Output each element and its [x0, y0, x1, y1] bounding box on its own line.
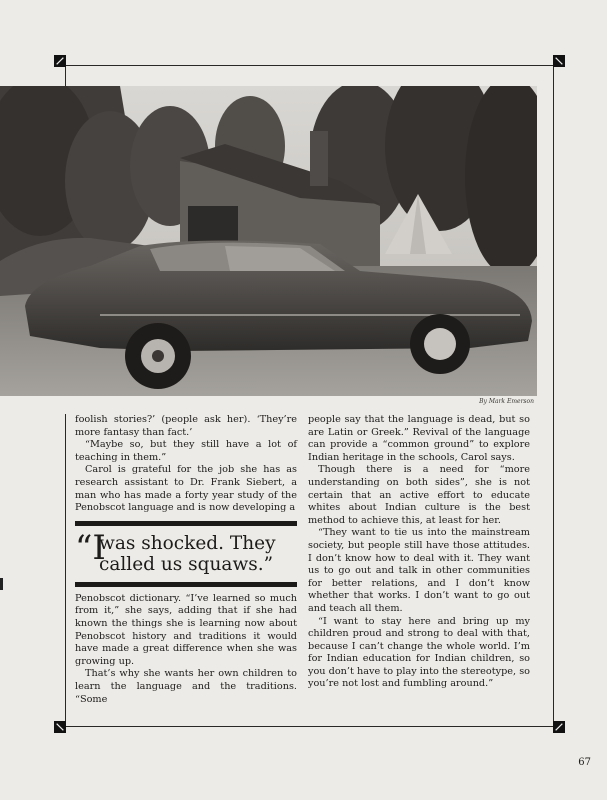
paragraph: people say that the language is dead, but so are Latin or Greek.” Revival of the language can provide a “common ground” to explore Indian heritage in the schools, Carol says. [308, 414, 530, 463]
frame-left-line-lower [65, 414, 66, 726]
pull-quote [75, 521, 297, 587]
pull-quote-line-1: was shocked. They [99, 532, 276, 554]
corner-ornament-icon [553, 55, 565, 67]
corner-ornament-icon [54, 55, 66, 67]
frame-bottom-line [63, 726, 556, 727]
binding-mark [0, 578, 3, 590]
paragraph: Penobscot dictionary. “I’ve learned so much from it,” she says, adding that if she had known the things she is learning now about Penobscot history and traditions it would have made a great difference when she was growing up. [75, 592, 297, 667]
paragraph: That’s why she wants her own children to learn the language and the traditions. “Some [75, 668, 297, 705]
article-column-right [308, 414, 530, 691]
corner-ornament-icon [54, 721, 66, 733]
frame-right-line [553, 66, 554, 726]
pull-quote-drop-letter: I [92, 527, 106, 568]
paragraph: foolish stories?’ (people ask her). ‘They’re more fantasy than fact.’ [75, 414, 297, 438]
corner-ornament-icon [553, 721, 565, 733]
article-column-left [75, 414, 297, 706]
paragraph: Though there is a need for “more understanding on both sides”, she is not certain that an active effort to educate whites about Indian culture is the best method to achieve this, at least for her. [308, 464, 530, 526]
pull-quote-line-2: called us squaws.” [99, 553, 274, 575]
photo-credit: By Mark Emerson [479, 398, 534, 405]
car-house-photo-illustration [0, 86, 537, 396]
pull-quote-open-mark: “I [75, 527, 106, 568]
frame-left-line [65, 66, 66, 86]
frame-top-line [63, 65, 556, 66]
pull-quote-text [75, 526, 297, 582]
paragraph: Carol is grateful for the job she has as research assistant to Dr. Frank Siebert, a man who has made a forty year study of the Penobscot language and is now developing a [75, 464, 297, 514]
page-number: 67 [578, 757, 591, 768]
pull-quote-rule-bottom [75, 582, 297, 587]
paragraph: “They want to tie us into the mainstream society, but people still have those attitudes. I don’t know how to deal with it. They want us to go out and talk in other communities for better relations, and I don’t know whether that works. I don’t want to go out and teach all them. [308, 527, 530, 614]
paragraph: “I want to stay here and bring up my children proud and strong to deal with that, because I can’t change the whole world. I’m for Indian education for Indian children, so you don’t have to play into the stereotype, so you’re not lost and fumbling around.” [308, 615, 530, 690]
photograph [0, 86, 537, 396]
paragraph: “Maybe so, but they still have a lot of teaching in them.” [75, 439, 297, 463]
